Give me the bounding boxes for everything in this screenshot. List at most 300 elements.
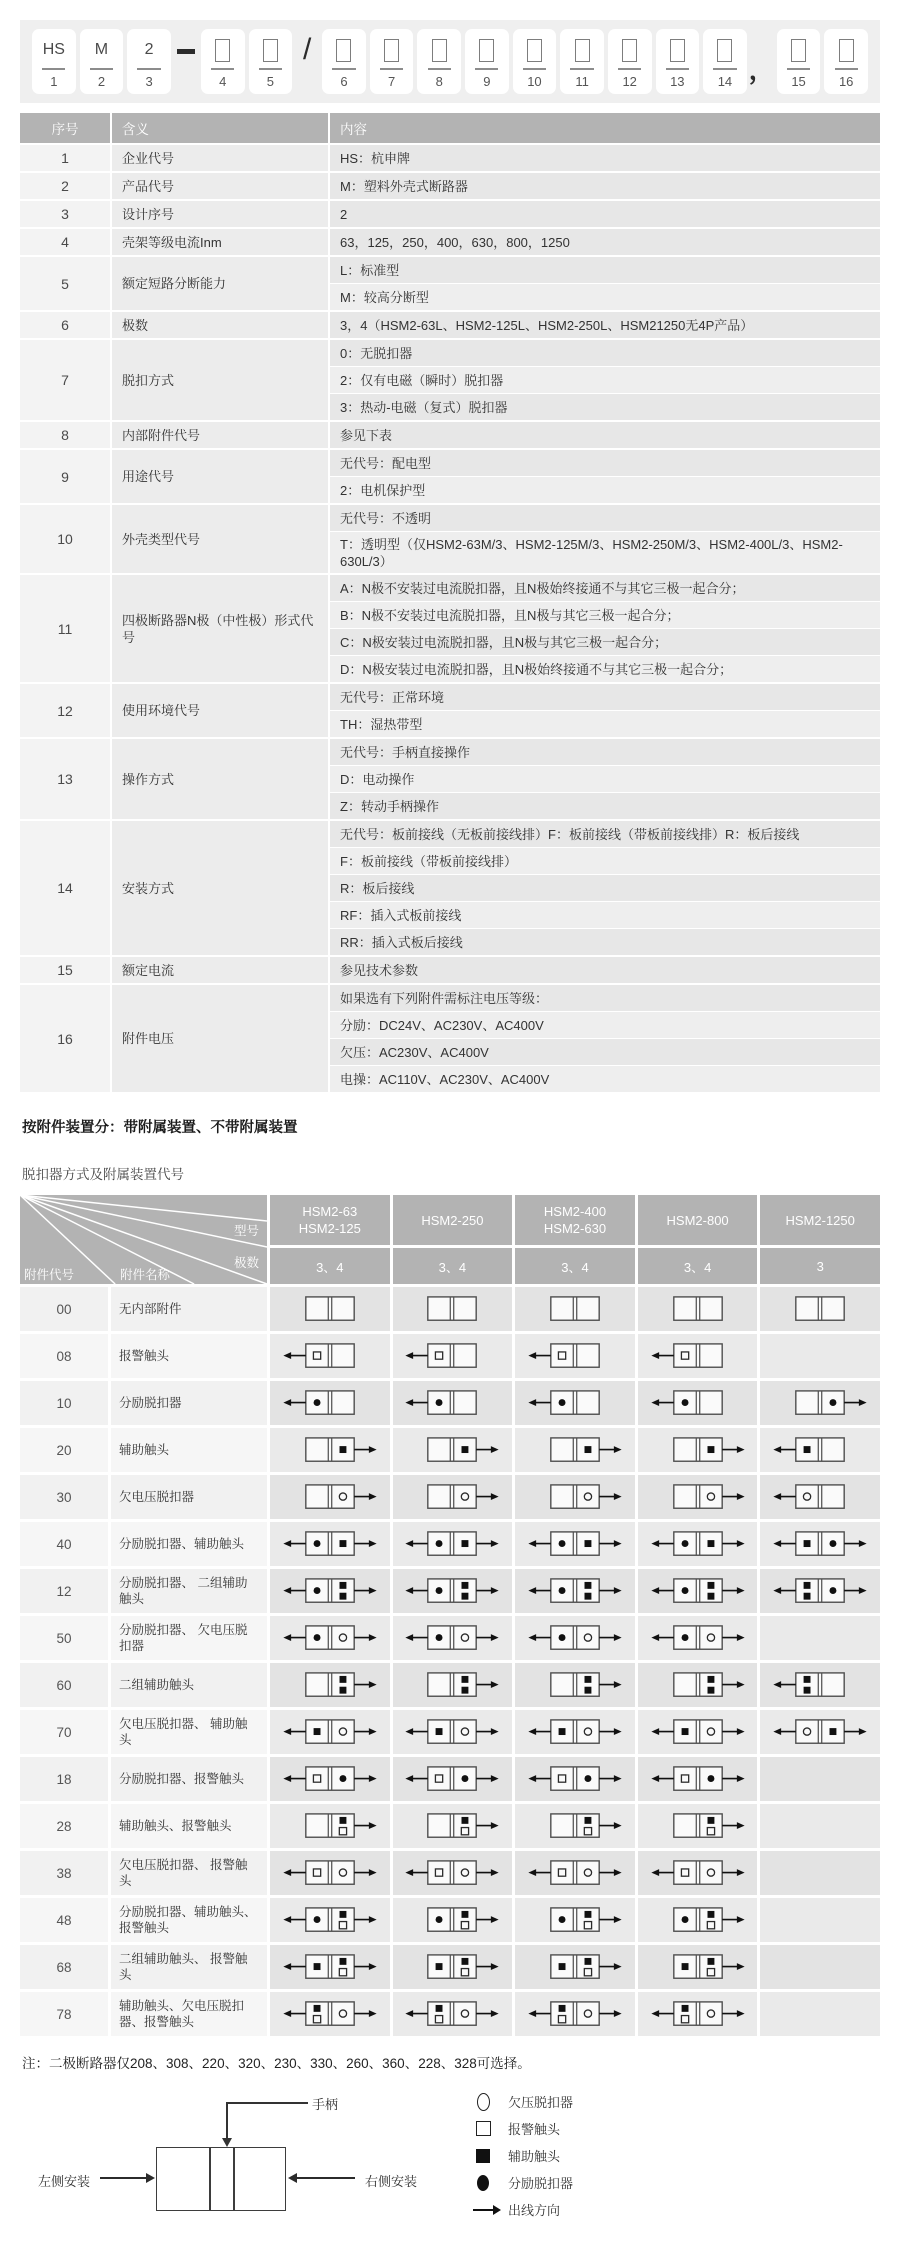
row-number-cell: 4 <box>20 229 110 255</box>
empty-code-box-icon <box>336 39 351 62</box>
row-number-cell: 6 <box>20 312 110 338</box>
accessory-config-icon <box>524 1431 626 1469</box>
code-card-9 <box>465 29 509 94</box>
model-name: HSM2-125 <box>298 1221 361 1236</box>
content-item: C：N极安装过电流脱扣器，且N极与其它三极一起合分； <box>330 629 880 655</box>
right-mount-label: 右侧安装 <box>365 2174 418 2189</box>
symbol-cell <box>638 1569 758 1613</box>
code-char <box>384 35 399 65</box>
accessory-config-icon <box>401 1525 503 1563</box>
accessory-config-icon <box>279 1901 381 1939</box>
accessory-name-cell: 分励脱扣器、 二组辅助触头 <box>111 1569 267 1613</box>
code-separator-slash <box>294 29 320 71</box>
content-item: 无代号：正常环境 <box>330 684 880 710</box>
symbol-cell <box>393 1287 513 1331</box>
symbol-cell <box>760 1522 880 1566</box>
content-item: R：板后接线 <box>330 875 880 901</box>
content-item: 0：无脱扣器 <box>330 340 880 366</box>
accessory-config-icon <box>769 1713 871 1751</box>
symbol-cell <box>393 1428 513 1472</box>
content-item: 无代号：板前接线（无板前接线排）F：板前接线（带板前接线排）R：板后接线 <box>330 821 880 847</box>
footnote: 注：二极断路器仅208、308、220、320、230、330、260、360、228、328可选择。 <box>22 2056 531 2071</box>
symbol-cell <box>638 1287 758 1331</box>
code-char <box>527 35 542 65</box>
accessory-config-icon <box>769 1525 871 1563</box>
code-underline <box>787 68 810 70</box>
poles-header-cell: 3、4 <box>515 1248 635 1284</box>
row-number-cell: 3 <box>20 201 110 227</box>
empty-code-box-icon <box>622 39 637 62</box>
meaning-cell: 用途代号 <box>112 450 328 503</box>
accessory-config-icon <box>524 1290 626 1328</box>
content-item: 2 <box>330 201 880 227</box>
accessory-config-icon <box>401 1713 503 1751</box>
accessory-name-cell: 分励脱扣器 <box>111 1381 267 1425</box>
accessory-config-icon <box>401 1807 503 1845</box>
empty-code-box-icon <box>670 39 685 62</box>
accessory-name-cell: 报警触头 <box>111 1334 267 1378</box>
symbol-cell <box>393 1992 513 2036</box>
symbol-cell <box>393 1945 513 1989</box>
accessory-code-cell: 00 <box>20 1287 108 1331</box>
accessory-code-cell: 10 <box>20 1381 108 1425</box>
accessory-config-icon <box>524 1760 626 1798</box>
accessory-config-icon <box>647 1901 749 1939</box>
table-row <box>20 229 880 255</box>
accessory-config-icon <box>647 1807 749 1845</box>
symbol-cell <box>270 1757 390 1801</box>
content-item: 63，125，250，400，630，800，1250 <box>330 229 880 255</box>
accessory-config-icon <box>401 1666 503 1704</box>
row-number-cell: 10 <box>20 505 110 573</box>
code-card-13 <box>656 29 700 94</box>
code-char <box>336 35 351 65</box>
symbol-cell <box>638 1757 758 1801</box>
legend-item: 辅助触头 <box>470 2142 573 2169</box>
table-row <box>20 340 880 420</box>
row-number-cell: 7 <box>20 340 110 420</box>
symbol-cell <box>515 1522 635 1566</box>
code-underline <box>42 68 65 70</box>
symbol-cell <box>270 1992 390 2036</box>
accessory-config-icon <box>647 1713 749 1751</box>
content-cell <box>330 684 880 737</box>
code-char <box>432 35 447 65</box>
table-row <box>20 257 880 310</box>
meaning-cell: 脱扣方式 <box>112 340 328 420</box>
handle-arrow-head-icon <box>222 2138 232 2147</box>
content-cell <box>330 201 880 227</box>
symbol-cell <box>760 1945 880 1989</box>
symbol-cell <box>270 1616 390 1660</box>
symbol-cell <box>393 1804 513 1848</box>
code-position-number: 14 <box>717 74 733 89</box>
symbol-cell <box>638 1710 758 1754</box>
code-char <box>791 35 806 65</box>
wire-direction-arrow-icon <box>470 2208 496 2211</box>
table-row <box>20 422 880 448</box>
symbol-cell <box>760 1381 880 1425</box>
corner-name-label: 附件名称 <box>120 1268 171 1282</box>
code-position-number: 3 <box>145 74 153 89</box>
accessory-config-icon <box>401 1901 503 1939</box>
accessory-config-icon <box>647 1384 749 1422</box>
accessory-name-cell: 欠电压脱扣器、 报警触头 <box>111 1851 267 1895</box>
grouping-note: 按附件装置分：带附属装置、不带附属装置 <box>22 1120 298 1136</box>
symbol-cell <box>638 1804 758 1848</box>
dash-icon <box>177 49 195 54</box>
accessory-config-icon <box>279 1525 381 1563</box>
poles-header-cell: 3、4 <box>393 1248 513 1284</box>
handle-leader-line-vertical <box>226 2102 228 2138</box>
symbol-cell <box>760 1428 880 1472</box>
accessory-config-icon <box>279 1478 381 1516</box>
code-meaning-table-body <box>20 145 880 1092</box>
shunt-release-icon <box>470 2175 496 2191</box>
row-number-cell: 1 <box>20 145 110 171</box>
accessory-config-icon <box>647 1760 749 1798</box>
symbol-cell <box>393 1710 513 1754</box>
content-item: 无代号：配电型 <box>330 450 880 476</box>
symbol-cell <box>760 1287 880 1331</box>
meaning-cell: 使用环境代号 <box>112 684 328 737</box>
row-number-cell: 12 <box>20 684 110 737</box>
code-position-number: 15 <box>791 74 806 89</box>
symbol-cell <box>515 1475 635 1519</box>
meaning-cell: 额定短路分断能力 <box>112 257 328 310</box>
accessory-name-cell: 分励脱扣器、 欠电压脱扣器 <box>111 1616 267 1660</box>
code-underline <box>835 68 858 70</box>
row-number-cell: 8 <box>20 422 110 448</box>
accessory-config-icon <box>647 1572 749 1610</box>
accessory-config-icon <box>401 1619 503 1657</box>
symbol-cell <box>515 1757 635 1801</box>
content-item: 参见技术参数 <box>330 957 880 983</box>
accessory-config-icon <box>769 1290 871 1328</box>
table-row <box>20 505 880 573</box>
accessory-name-cell: 二组辅助触头 <box>111 1663 267 1707</box>
symbol-legend <box>470 2088 573 2223</box>
table-row <box>20 312 880 338</box>
accessory-config-icon <box>401 1948 503 1986</box>
content-item: M：较高分断型 <box>330 284 880 310</box>
symbol-cell <box>393 1898 513 1942</box>
symbol-cell <box>270 1287 390 1331</box>
accessory-config-icon <box>279 1666 381 1704</box>
auxiliary-contact-icon <box>470 2149 496 2163</box>
accessory-config-icon <box>401 1572 503 1610</box>
code-char <box>575 35 590 65</box>
content-cell <box>330 505 880 573</box>
accessory-name-cell: 无内部附件 <box>111 1287 267 1331</box>
content-item: 无代号：手柄直接操作 <box>330 739 880 765</box>
handle-leader-line <box>226 2102 308 2104</box>
code-meaning-table-header <box>20 113 880 143</box>
accessory-config-icon <box>401 1337 503 1375</box>
accessory-code-cell: 70 <box>20 1710 108 1754</box>
symbol-cell <box>760 1663 880 1707</box>
model-code-strip <box>20 20 880 103</box>
accessory-config-icon <box>647 1337 749 1375</box>
accessory-name-cell: 欠电压脱扣器、 辅助触头 <box>111 1710 267 1754</box>
legend-item: 出线方向 <box>470 2196 573 2223</box>
accessory-config-icon <box>279 1713 381 1751</box>
symbol-cell <box>393 1569 513 1613</box>
accessory-code-cell: 68 <box>20 1945 108 1989</box>
symbol-cell <box>270 1475 390 1519</box>
model-header-cell <box>760 1195 880 1245</box>
code-underline <box>523 68 546 70</box>
meaning-cell: 内部附件代号 <box>112 422 328 448</box>
accessory-config-icon <box>647 1478 749 1516</box>
row-number-cell: 9 <box>20 450 110 503</box>
code-position-number: 8 <box>435 74 443 89</box>
accessory-config-icon <box>524 1525 626 1563</box>
meaning-cell: 安装方式 <box>112 821 328 955</box>
right-mount-arrow-icon <box>297 2177 355 2179</box>
content-cell <box>330 257 880 310</box>
poles-header-cell: 3 <box>760 1248 880 1284</box>
accessory-code-cell: 08 <box>20 1334 108 1378</box>
code-underline <box>332 68 355 70</box>
row-number-cell: 14 <box>20 821 110 955</box>
content-item: TH：湿热带型 <box>330 711 880 737</box>
symbol-cell <box>515 1428 635 1472</box>
code-underline <box>90 68 113 70</box>
model-name: HSM2-63 <box>302 1204 358 1219</box>
breaker-divider <box>233 2148 235 2210</box>
table-row <box>20 985 880 1092</box>
content-item: 欠压：AC230V、AC400V <box>330 1039 880 1065</box>
content-cell <box>330 957 880 983</box>
code-position-number: 5 <box>266 74 274 89</box>
code-char <box>622 35 637 65</box>
empty-code-box-icon <box>263 39 278 62</box>
content-item: HS：杭申牌 <box>330 145 880 171</box>
empty-code-box-icon <box>717 39 732 62</box>
accessory-config-icon <box>279 1290 381 1328</box>
code-underline <box>211 68 234 70</box>
accessory-config-icon <box>524 1478 626 1516</box>
symbol-cell <box>760 1334 880 1378</box>
accessory-config-icon <box>401 1995 503 2033</box>
accessory-config-icon <box>769 1666 871 1704</box>
content-item: RR：插入式板后接线 <box>330 929 880 955</box>
accessory-table-title: 脱扣器方式及附属装置代号 <box>22 1167 184 1182</box>
content-item: 电操：AC110V、AC230V、AC400V <box>330 1066 880 1092</box>
content-item: 分励：DC24V、AC230V、AC400V <box>330 1012 880 1038</box>
content-item: B：N极不安装过电流脱扣器，且N极与其它三极一起合分； <box>330 602 880 628</box>
symbol-cell <box>270 1522 390 1566</box>
accessory-config-icon <box>279 1431 381 1469</box>
symbol-cell <box>393 1381 513 1425</box>
code-char <box>479 35 494 65</box>
content-item: L：标准型 <box>330 257 880 283</box>
poles-header-cell: 3、4 <box>638 1248 758 1284</box>
accessory-config-icon <box>401 1290 503 1328</box>
table-row <box>20 201 880 227</box>
meaning-cell: 操作方式 <box>112 739 328 819</box>
undervoltage-release-icon <box>470 2093 496 2111</box>
symbol-cell <box>515 1616 635 1660</box>
symbol-cell <box>760 1569 880 1613</box>
content-item: D：N极安装过电流脱扣器，且N极始终接通不与其它三极一起合分； <box>330 656 880 682</box>
code-char: M <box>94 41 109 58</box>
empty-code-box-icon <box>527 39 542 62</box>
code-char <box>839 35 854 65</box>
table-row <box>20 821 880 955</box>
meaning-cell: 产品代号 <box>112 173 328 199</box>
symbol-cell <box>515 1898 635 1942</box>
symbol-cell <box>515 1945 635 1989</box>
accessory-config-icon <box>279 1337 381 1375</box>
symbol-cell <box>760 1992 880 2036</box>
row-number-cell: 2 <box>20 173 110 199</box>
accessory-config-icon <box>279 1760 381 1798</box>
code-position-number: 1 <box>50 74 58 89</box>
accessory-name-cell: 分励脱扣器、辅助触头、 报警触头 <box>111 1898 267 1942</box>
code-position-number: 16 <box>838 74 854 89</box>
symbol-cell <box>393 1757 513 1801</box>
code-underline <box>380 68 403 70</box>
symbol-cell <box>515 1710 635 1754</box>
accessory-code-cell: 40 <box>20 1522 108 1566</box>
legend-item: 欠压脱扣器 <box>470 2088 573 2115</box>
symbol-cell <box>638 1663 758 1707</box>
accessory-config-icon <box>524 1666 626 1704</box>
model-name: HSM2-400 <box>543 1204 607 1219</box>
legend-item: 分励脱扣器 <box>470 2169 573 2196</box>
symbol-cell <box>515 1287 635 1331</box>
symbol-cell <box>270 1569 390 1613</box>
content-cell <box>330 340 880 420</box>
code-position-number: 4 <box>219 74 227 89</box>
accessory-code-cell: 30 <box>20 1475 108 1519</box>
accessory-config-icon <box>279 1948 381 1986</box>
symbol-cell <box>393 1475 513 1519</box>
accessory-config-icon <box>769 1384 871 1422</box>
symbol-cell <box>393 1851 513 1895</box>
accessory-config-icon <box>524 1713 626 1751</box>
handle-label: 手柄 <box>312 2097 339 2112</box>
accessory-config-icon <box>647 1854 749 1892</box>
corner-code-label: 附件代号 <box>24 1268 75 1282</box>
empty-code-box-icon <box>839 39 854 62</box>
symbol-cell <box>638 1475 758 1519</box>
code-card-5 <box>249 29 293 94</box>
content-item: 2：电机保护型 <box>330 477 880 503</box>
accessory-config-icon <box>401 1431 503 1469</box>
accessory-code-cell: 38 <box>20 1851 108 1895</box>
model-name: HSM2-1250 <box>785 1212 855 1228</box>
content-item: 参见下表 <box>330 422 880 448</box>
header-meaning: 含义 <box>112 113 328 143</box>
symbol-cell <box>270 1898 390 1942</box>
meaning-cell: 企业代号 <box>112 145 328 171</box>
content-cell <box>330 821 880 955</box>
row-number-cell: 13 <box>20 739 110 819</box>
content-cell <box>330 575 880 682</box>
symbol-cell <box>393 1334 513 1378</box>
model-header-cell <box>393 1195 513 1245</box>
code-separator-comma <box>749 29 775 85</box>
accessory-config-icon <box>769 1431 871 1469</box>
table-row <box>20 173 880 199</box>
accessory-config-icon <box>401 1760 503 1798</box>
accessory-code-cell: 50 <box>20 1616 108 1660</box>
symbol-cell <box>760 1757 880 1801</box>
symbol-cell <box>638 1616 758 1660</box>
code-card-16 <box>824 29 868 94</box>
accessory-config-icon <box>524 1995 626 2033</box>
symbol-cell <box>270 1381 390 1425</box>
mounting-diagram <box>20 2082 880 2242</box>
accessory-config-icon <box>279 1384 381 1422</box>
content-item: D：电动操作 <box>330 766 880 792</box>
symbol-cell <box>760 1616 880 1660</box>
accessory-code-cell: 20 <box>20 1428 108 1472</box>
content-item: 如果选有下列附件需标注电压等级： <box>330 985 880 1011</box>
meaning-cell: 设计序号 <box>112 201 328 227</box>
accessory-code-cell: 28 <box>20 1804 108 1848</box>
code-position-number: 6 <box>340 74 348 89</box>
content-cell <box>330 450 880 503</box>
content-item: M：塑料外壳式断路器 <box>330 173 880 199</box>
accessory-code-cell: 60 <box>20 1663 108 1707</box>
accessory-config-icon <box>524 1572 626 1610</box>
code-position-number: 13 <box>670 74 685 89</box>
accessory-config-icon <box>647 1948 749 1986</box>
code-card-8 <box>417 29 461 94</box>
corner-poles-label: 极数 <box>233 1256 259 1270</box>
code-card-12 <box>608 29 652 94</box>
model-name: HSM2-630 <box>543 1221 607 1236</box>
accessory-name-cell: 分励脱扣器、辅助触头 <box>111 1522 267 1566</box>
accessory-name-cell: 二组辅助触头、 报警触头 <box>111 1945 267 1989</box>
left-mount-label: 左侧安装 <box>38 2174 91 2189</box>
content-item: RF：插入式板前接线 <box>330 902 880 928</box>
model-name: HSM2-250 <box>421 1212 484 1228</box>
code-underline <box>713 68 736 70</box>
code-position-number: 7 <box>387 74 396 89</box>
code-underline <box>137 68 160 70</box>
corner-model-label: 型号 <box>233 1224 259 1238</box>
symbol-cell <box>515 1381 635 1425</box>
accessory-config-icon <box>279 1995 381 2033</box>
symbol-cell <box>638 1992 758 2036</box>
accessory-config-icon <box>401 1478 503 1516</box>
accessory-config-icon <box>647 1666 749 1704</box>
row-number-cell: 16 <box>20 985 110 1092</box>
accessory-name-cell: 辅助触头、报警触头 <box>111 1804 267 1848</box>
model-header-cell <box>638 1195 758 1245</box>
code-position-number: 2 <box>97 74 106 89</box>
row-number-cell: 15 <box>20 957 110 983</box>
symbol-cell <box>270 1334 390 1378</box>
code-char <box>717 35 732 65</box>
accessory-config-icon <box>647 1995 749 2033</box>
symbol-cell <box>270 1945 390 1989</box>
code-position-number: 10 <box>527 74 542 89</box>
model-header-cell <box>515 1195 635 1245</box>
symbol-cell <box>760 1475 880 1519</box>
accessory-code-cell: 48 <box>20 1898 108 1942</box>
diagonal-header-cell <box>20 1195 267 1284</box>
accessory-name-cell: 分励脱扣器、报警触头 <box>111 1757 267 1801</box>
code-underline <box>428 68 451 70</box>
symbol-cell <box>393 1616 513 1660</box>
code-underline <box>475 68 498 70</box>
